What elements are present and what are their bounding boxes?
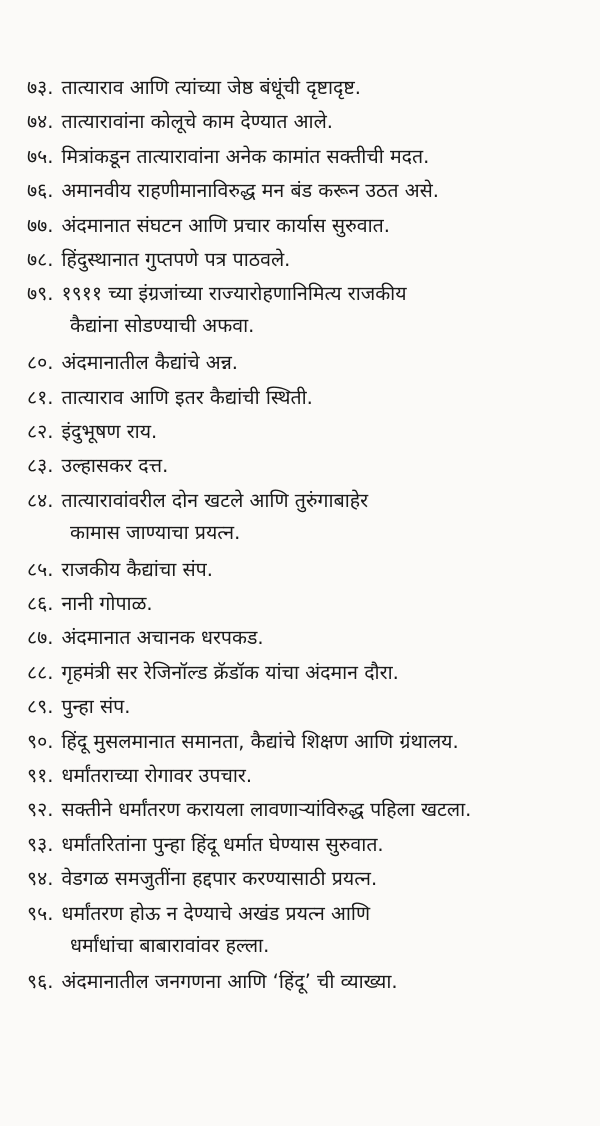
item-text: धर्मांतरितांना पुन्हा हिंदू धर्मात घेण्यास सुरुवात. [61,832,384,856]
item-text: राजकीय कैद्यांचा संप. [61,557,213,581]
list-item [27,794,587,826]
item-text: धर्मांधांचा बाबारावांवर हल्ला. [70,933,270,957]
item-number: ८८. [27,660,54,684]
item-number: ९१. [27,764,54,787]
item-text: उल्हासकर दत्त. [61,454,169,478]
list-item [27,175,587,207]
list-item [27,554,587,586]
item-text: नानी गोपाळ. [61,592,153,615]
item-text: धर्मांतरण होऊ न देण्याचे अखंड प्रयत्न आणि [61,901,371,925]
list-item [27,210,587,242]
item-number: ९२. [27,798,54,822]
item-text: हिंदू मुसलमानात समानता, कैद्यांचे शिक्षण आणि ग्रंथालय. [61,729,459,753]
item-text: अमानवीय राहणीमानाविरुद्ध मन बंड करून उठत असे. [61,179,439,203]
list-item [27,141,587,173]
item-text: अंदमानातील जनगणना आणि ‘हिंदू’ ची व्याख्या. [61,970,398,994]
list-item [27,726,587,758]
list-item [27,691,587,723]
list-item [27,278,587,342]
item-text: पुन्हा संप. [61,695,131,719]
item-text: गृहमंत्री सर रेजिनॉल्ड क्रॅडॉक यांचा अंदमान दौरा. [61,660,399,684]
item-number: ८९. [27,695,54,719]
item-number: ७९. [27,282,54,306]
item-number: ७८. [27,248,54,271]
list-item [27,898,587,962]
list-item [27,966,587,998]
item-text: सक्तीने धर्मांतरण करायला लावणाऱ्यांविरुद्ध पहिला खटला. [61,798,472,822]
item-text: तात्यारावांना कोलूचे काम देण्यात आले. [61,110,334,134]
item-text: तात्यारावांवरील दोन खटले आणि तुरुंगाबाहेर [61,488,369,512]
list-item [27,485,587,549]
list-item [27,347,587,379]
item-number: ९४. [27,867,54,891]
list-item [27,657,587,689]
item-text: अंदमानात संघटन आणि प्रचार कार्यास सुरुवात. [61,213,390,237]
list-item [27,622,587,654]
item-text: कामास जाण्याचा प्रयत्न. [70,520,241,544]
item-text: अंदमानात अचानक धरपकड. [61,626,264,650]
item-text: धर्मांतराच्या रोगावर उपचार. [61,764,253,787]
item-number: ७५. [27,144,54,168]
item-number: ७४. [27,110,54,134]
item-number: ९५. [27,901,54,925]
item-text: कैद्यांना सोडण्याची अफवा. [70,314,255,338]
item-number: ८४. [27,488,54,512]
list-item [27,588,587,620]
list-item [27,72,587,104]
list-item [27,244,587,276]
item-number: ९६. [27,970,54,994]
item-number: ८०. [27,351,54,375]
item-number: ८६. [27,592,54,615]
item-number: ८१. [27,385,54,409]
list-item [27,863,587,895]
item-text: तात्याराव आणि त्यांच्या जेष्ठ बंधूंची दृष्टादृष्ट. [61,76,361,99]
item-number: ७६. [27,179,54,203]
list-item [27,829,587,861]
item-number: ८७. [27,626,54,650]
item-text: हिंदुस्थानात गुप्तपणे पत्र पाठवले. [61,248,291,271]
item-number: ७३. [27,76,54,99]
list-item [27,382,587,414]
item-number: ८५. [27,557,54,581]
item-number: ७७. [27,213,54,237]
list-item [27,416,587,448]
item-text: १९११ च्या इंग्रजांच्या राज्यारोहणानिमित्य राजकीय [61,282,407,306]
item-number: ८२. [27,420,54,443]
item-number: ९०. [27,729,54,753]
item-text: वेडगळ समजुतींना हद्दपार करण्यासाठी प्रयत्न. [61,867,378,891]
item-text: इंदुभूषण राय. [61,420,158,443]
list-item [27,450,587,482]
item-number: ८३. [27,454,54,478]
item-number: ९३. [27,832,54,856]
item-text: मित्रांकडून तात्यारावांना अनेक कामांत सक्तीची मदत. [61,144,430,168]
item-text: अंदमानातील कैद्यांचे अन्न. [61,351,239,375]
list-item [27,760,587,792]
item-text: तात्याराव आणि इतर कैद्यांची स्थिती. [61,385,313,409]
list-item [27,106,587,138]
